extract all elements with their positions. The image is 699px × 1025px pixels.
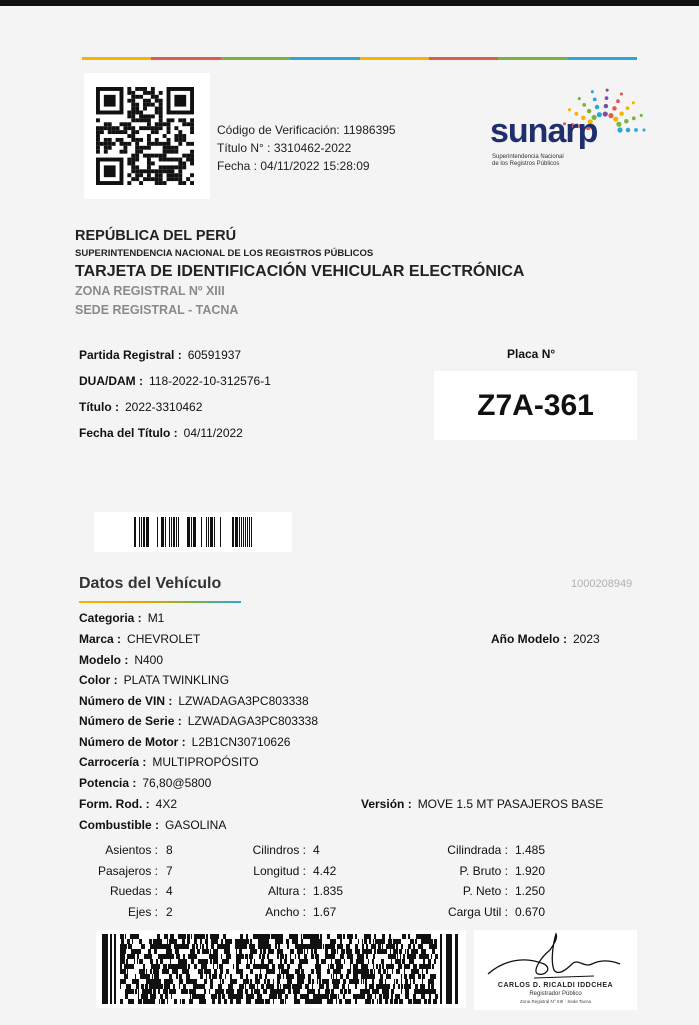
signer-name: CARLOS D. RICALDI IDDCHEA: [497, 982, 614, 989]
sunarp-logo-icon: [486, 86, 646, 174]
serie-row: Número de Serie : LZWADAGA3PC803338: [79, 714, 318, 728]
logo-wordmark: sunarp: [490, 112, 598, 150]
barcode-icon: [94, 512, 292, 552]
asientos-label: Asientos :: [105, 843, 158, 857]
partida-row: Partida Registral : 60591937: [79, 348, 242, 362]
neto-label: P. Neto :: [462, 884, 508, 898]
datos-section-title: Datos del Vehículo: [79, 575, 222, 592]
ruedas-value: 4: [166, 884, 173, 898]
logo-subtitle: Superintendencia Nacional de los Registros Públicos: [492, 154, 564, 167]
agency-heading: SUPERINTENDENCIA NACIONAL DE LOS REGISTROS PÚBLICOS: [75, 248, 374, 259]
cilindros-value: 4: [313, 843, 320, 857]
top-edge: [0, 0, 699, 6]
pasajeros-value: 7: [166, 864, 173, 878]
signature-block: [474, 930, 637, 1010]
reference-number: 1000208949: [571, 578, 633, 590]
ancho-value: 1.67: [313, 905, 337, 919]
cilindrada-value: 1.485: [515, 843, 546, 857]
carga-label: Carga Util :: [447, 905, 508, 919]
anio-modelo-row: Año Modelo : 2023: [491, 632, 600, 646]
vin-row: Número de VIN : LZWADAGA3PC803338: [79, 694, 309, 708]
color-row: Color : PLATA TWINKLING: [79, 673, 230, 687]
pdf417-barcode-icon: [96, 930, 466, 1008]
bruto-value: 1.920: [515, 864, 546, 878]
fecha-titulo-row: Fecha del Título : 04/11/2022: [79, 426, 243, 440]
neto-value: 1.250: [515, 884, 546, 898]
verification-code: Código de Verificación: 11986395: [217, 123, 396, 137]
pasajeros-label: Pasajeros :: [97, 864, 158, 878]
verification-fecha: Fecha : 04/11/2022 15:28:09: [217, 159, 370, 173]
carga-value: 0.670: [515, 905, 546, 919]
altura-value: 1.835: [313, 884, 344, 898]
sede-registral: SEDE REGISTRAL - TACNA: [75, 303, 239, 317]
color-stripe: [82, 57, 637, 60]
signer-role: Registrador Público: [529, 991, 582, 997]
placa-number: Z7A-361: [434, 371, 637, 440]
combustible-row: Combustible : GASOLINA: [79, 818, 227, 832]
document-title: TARJETA DE IDENTIFICACIÓN VEHICULAR ELECTRÓNICA: [75, 263, 525, 280]
dua-row: DUA/DAM : 118-2022-10-312576-1: [79, 374, 271, 388]
zona-registral: ZONA REGISTRAL Nº XIII: [75, 284, 225, 298]
signature-icon: [474, 930, 637, 982]
titulo-row: Título : 2022-3310462: [79, 400, 203, 414]
form-rod-row: Form. Rod. : 4X2: [79, 797, 178, 811]
bruto-label: P. Bruto :: [459, 864, 508, 878]
version-row: Versión : MOVE 1.5 MT PASAJEROS BASE: [361, 797, 604, 811]
cilindros-label: Cilindros :: [252, 843, 306, 857]
longitud-label: Longitud :: [253, 864, 306, 878]
cilindrada-label: Cilindrada :: [447, 843, 508, 857]
carroceria-row: Carrocería : MULTIPROPÓSITO: [79, 755, 259, 769]
ejes-label: Ejes :: [127, 905, 158, 919]
republic-heading: REPÚBLICA DEL PERÚ: [75, 228, 237, 244]
datos-underline: [79, 601, 241, 603]
marca-row: Marca : CHEVROLET: [79, 632, 201, 646]
altura-label: Altura :: [267, 884, 306, 898]
ejes-value: 2: [166, 905, 173, 919]
longitud-value: 4.42: [313, 864, 337, 878]
motor-row: Número de Motor : L2B1CN30710626: [79, 735, 291, 749]
ruedas-label: Ruedas :: [109, 884, 158, 898]
verification-titulo: Título N° : 3310462-2022: [217, 141, 352, 155]
asientos-value: 8: [166, 843, 173, 857]
verification-block: [217, 121, 396, 175]
potencia-row: Potencia : 76,80@5800: [79, 776, 212, 790]
categoria-row: Categoria : M1: [79, 611, 165, 625]
modelo-row: Modelo : N400: [79, 653, 164, 667]
placa-label: Placa N°: [507, 347, 556, 361]
signer-zone: Zona Registral Nº XIII · Sede Tacna: [519, 999, 592, 1004]
qr-code-icon: [84, 73, 210, 199]
ancho-label: Ancho :: [265, 905, 306, 919]
